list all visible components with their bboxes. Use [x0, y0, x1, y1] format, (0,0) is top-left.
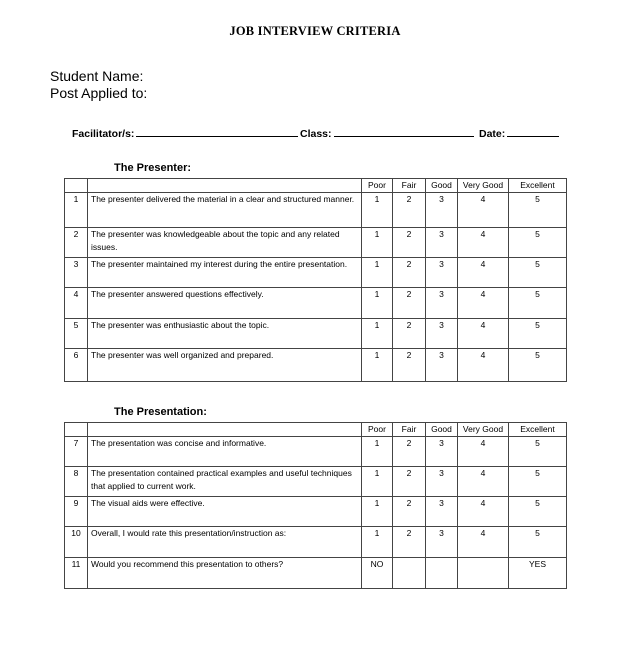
score-fair[interactable]: 2	[393, 497, 426, 527]
table-row	[65, 319, 567, 349]
header-excellent: Excellent	[509, 179, 567, 193]
presentation-table	[64, 422, 567, 589]
score-fair[interactable]: 2	[393, 437, 426, 467]
presenter-heading: The Presenter:	[114, 162, 192, 174]
class-blank[interactable]	[334, 126, 474, 137]
row-statement: The presenter was enthusiastic about the topic.	[88, 319, 362, 349]
score-fair[interactable]: 2	[393, 193, 426, 228]
score-good[interactable]: 3	[426, 497, 458, 527]
table-row	[65, 558, 567, 589]
answer-no[interactable]: NO	[362, 558, 393, 589]
score-poor[interactable]: 1	[362, 527, 393, 558]
row-statement: The presenter maintained my interest during the entire presentation.	[88, 258, 362, 288]
score-excellent[interactable]: 5	[509, 437, 567, 467]
table-row	[65, 288, 567, 319]
score-very-good[interactable]: 4	[458, 288, 509, 319]
score-poor[interactable]: 1	[362, 467, 393, 497]
score-excellent[interactable]: 5	[509, 228, 567, 258]
score-poor[interactable]: 1	[362, 349, 393, 382]
header-poor: Poor	[362, 179, 393, 193]
table-row	[65, 467, 567, 497]
table-row	[65, 527, 567, 558]
score-poor[interactable]: 1	[362, 228, 393, 258]
header-excellent: Excellent	[509, 423, 567, 437]
score-good[interactable]: 3	[426, 193, 458, 228]
answer-blank[interactable]	[426, 558, 458, 589]
presentation-heading: The Presentation:	[114, 406, 207, 418]
score-very-good[interactable]: 4	[458, 193, 509, 228]
row-number: 4	[65, 288, 88, 319]
row-number: 2	[65, 228, 88, 258]
score-excellent[interactable]: 5	[509, 193, 567, 228]
score-fair[interactable]: 2	[393, 349, 426, 382]
date-field	[479, 126, 559, 140]
facilitator-label: Facilitator/s:	[72, 128, 135, 140]
score-very-good[interactable]: 4	[458, 467, 509, 497]
score-excellent[interactable]: 5	[509, 349, 567, 382]
table-row	[65, 258, 567, 288]
row-number: 10	[65, 527, 88, 558]
header-fair: Fair	[393, 179, 426, 193]
row-number: 9	[65, 497, 88, 527]
row-statement: The presenter answered questions effectively.	[88, 288, 362, 319]
score-excellent[interactable]: 5	[509, 258, 567, 288]
score-good[interactable]: 3	[426, 467, 458, 497]
row-number: 11	[65, 558, 88, 589]
header-poor: Poor	[362, 423, 393, 437]
student-name-label: Student Name:	[50, 68, 144, 84]
header-very-good: Very Good	[458, 423, 509, 437]
row-number: 7	[65, 437, 88, 467]
score-good[interactable]: 3	[426, 349, 458, 382]
row-statement: The presenter was knowledgeable about the topic and any related issues.	[88, 228, 362, 258]
score-very-good[interactable]: 4	[458, 228, 509, 258]
score-good[interactable]: 3	[426, 288, 458, 319]
header-very-good: Very Good	[458, 179, 509, 193]
facilitator-field	[72, 126, 298, 140]
score-very-good[interactable]: 4	[458, 437, 509, 467]
post-applied-label: Post Applied to:	[50, 85, 148, 101]
presenter-header-row	[65, 179, 567, 193]
row-number: 3	[65, 258, 88, 288]
facilitator-blank[interactable]	[136, 126, 298, 137]
date-blank[interactable]	[507, 126, 559, 137]
row-statement: The presentation was concise and informative.	[88, 437, 362, 467]
row-number: 5	[65, 319, 88, 349]
header-good: Good	[426, 423, 458, 437]
row-number: 6	[65, 349, 88, 382]
score-fair[interactable]: 2	[393, 467, 426, 497]
header-blank-statement	[88, 423, 362, 437]
header-blank-statement	[88, 179, 362, 193]
answer-yes[interactable]: YES	[509, 558, 567, 589]
header-good: Good	[426, 179, 458, 193]
class-field	[300, 126, 474, 140]
score-very-good[interactable]: 4	[458, 349, 509, 382]
header-blank-num	[65, 179, 88, 193]
answer-blank[interactable]	[393, 558, 426, 589]
score-good[interactable]: 3	[426, 228, 458, 258]
table-row	[65, 437, 567, 467]
score-good[interactable]: 3	[426, 319, 458, 349]
score-poor[interactable]: 1	[362, 437, 393, 467]
score-poor[interactable]: 1	[362, 258, 393, 288]
score-fair[interactable]: 2	[393, 527, 426, 558]
score-poor[interactable]: 1	[362, 497, 393, 527]
answer-blank[interactable]	[458, 558, 509, 589]
row-number: 8	[65, 467, 88, 497]
score-excellent[interactable]: 5	[509, 319, 567, 349]
header-fair: Fair	[393, 423, 426, 437]
score-excellent[interactable]: 5	[509, 288, 567, 319]
table-row	[65, 349, 567, 382]
score-very-good[interactable]: 4	[458, 527, 509, 558]
document-title: JOB INTERVIEW CRITERIA	[229, 24, 401, 38]
table-row	[65, 193, 567, 228]
row-statement: The visual aids were effective.	[88, 497, 362, 527]
score-good[interactable]: 3	[426, 437, 458, 467]
score-very-good[interactable]: 4	[458, 497, 509, 527]
presentation-header-row	[65, 423, 567, 437]
score-poor[interactable]: 1	[362, 193, 393, 228]
score-fair[interactable]: 2	[393, 228, 426, 258]
row-statement: Would you recommend this presentation to others?	[88, 558, 362, 589]
row-statement: The presenter delivered the material in a clear and structured manner.	[88, 193, 362, 228]
score-fair[interactable]: 2	[393, 288, 426, 319]
row-statement: Overall, I would rate this presentation/instruction as:	[88, 527, 362, 558]
score-poor[interactable]: 1	[362, 319, 393, 349]
table-row	[65, 228, 567, 258]
date-label: Date:	[479, 128, 506, 140]
presenter-table	[64, 178, 567, 382]
row-statement: The presenter was well organized and prepared.	[88, 349, 362, 382]
row-number: 1	[65, 193, 88, 228]
score-fair[interactable]: 2	[393, 258, 426, 288]
score-excellent[interactable]: 5	[509, 497, 567, 527]
row-statement: The presentation contained practical examples and useful techniques that applied to current work.	[88, 467, 362, 497]
score-very-good[interactable]: 4	[458, 258, 509, 288]
score-fair[interactable]: 2	[393, 319, 426, 349]
score-excellent[interactable]: 5	[509, 467, 567, 497]
score-excellent[interactable]: 5	[509, 527, 567, 558]
score-good[interactable]: 3	[426, 527, 458, 558]
table-row	[65, 497, 567, 527]
score-poor[interactable]: 1	[362, 288, 393, 319]
score-very-good[interactable]: 4	[458, 319, 509, 349]
score-good[interactable]: 3	[426, 258, 458, 288]
class-label: Class:	[300, 128, 332, 140]
header-blank-num	[65, 423, 88, 437]
